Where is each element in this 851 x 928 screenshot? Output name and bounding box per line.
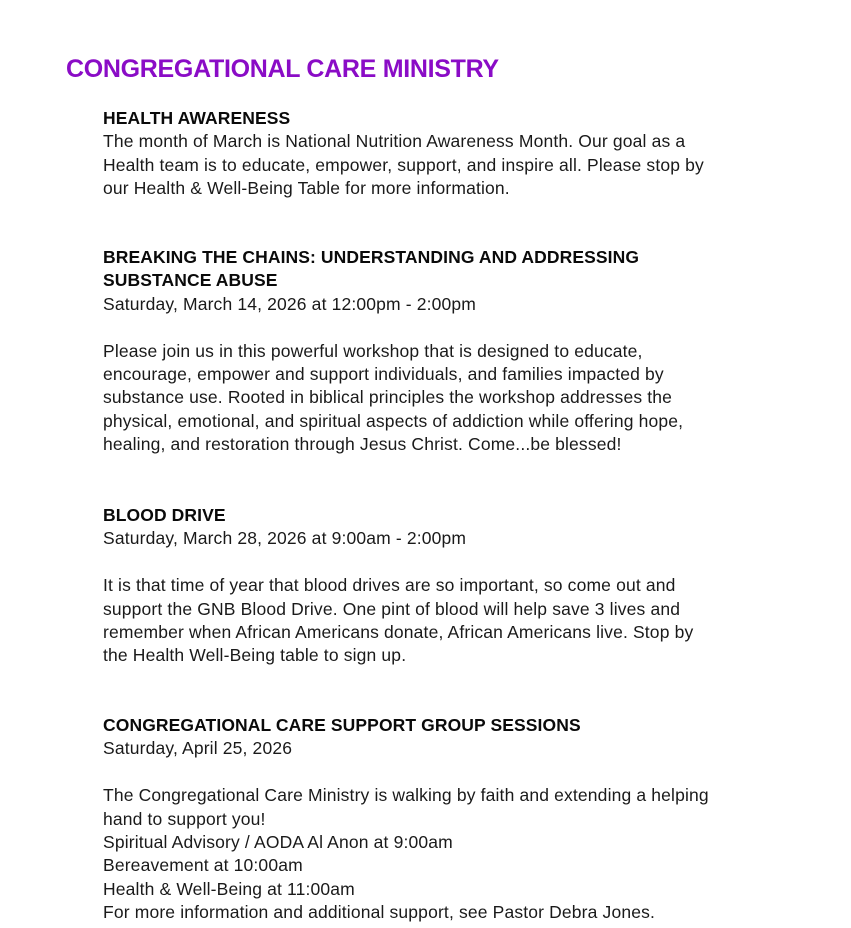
schedule-item: Health & Well-Being at 11:00am [103, 878, 355, 899]
section-heading: HEALTH AWARENESS [103, 108, 291, 128]
body-line: our Health & Well-Being Table for more information. [103, 178, 510, 199]
section-blood-drive [103, 504, 803, 668]
section-heading: BLOOD DRIVE [103, 505, 226, 525]
body-line: It is that time of year that blood drives are so important, so come out and [103, 575, 676, 596]
schedule-item: Bereavement at 10:00am [103, 855, 303, 876]
schedule-item: Spiritual Advisory / AODA Al Anon at 9:00am [103, 832, 453, 853]
contact-note: For more information and additional support, see Pastor Debra Jones. [103, 902, 656, 923]
body-line: the Health Well-Being table to sign up. [103, 645, 407, 666]
body-line: encourage, empower and support individuals, and families impacted by [103, 364, 664, 385]
event-date: Saturday, April 25, 2026 [103, 738, 293, 759]
body-line: remember when African Americans donate, African Americans live. Stop by [103, 622, 694, 643]
heading-line: SUBSTANCE ABUSE [103, 270, 278, 291]
page-title: CONGREGATIONAL CARE MINISTRY [66, 55, 499, 83]
body-line: physical, emotional, and spiritual aspects of addiction while offering hope, [103, 410, 684, 431]
body-line: Health team is to educate, empower, support, and inspire all. Please stop by [103, 154, 704, 175]
section-body [103, 340, 803, 457]
section-support-group-sessions [103, 714, 803, 925]
section-body [103, 574, 803, 668]
body-line: substance use. Rooted in biblical principles the workshop addresses the [103, 387, 673, 408]
body-line: healing, and restoration through Jesus Christ. Come...be blessed! [103, 434, 622, 455]
section-heading [103, 246, 803, 293]
event-date: Saturday, March 14, 2026 at 12:00pm - 2:00pm [103, 293, 477, 314]
body-line: The month of March is National Nutrition Awareness Month. Our goal as a [103, 131, 686, 152]
section-health-awareness [103, 107, 803, 201]
body-line: The Congregational Care Ministry is walking by faith and extending a helping [103, 785, 709, 806]
heading-line: BREAKING THE CHAINS: UNDERSTANDING AND ADDRESSING [103, 247, 640, 267]
body-line: support the GNB Blood Drive. One pint of blood will help save 3 lives and [103, 598, 681, 619]
body-line: Please join us in this powerful workshop that is designed to educate, [103, 340, 643, 361]
section-body [103, 784, 803, 924]
section-body [103, 130, 803, 200]
section-breaking-the-chains [103, 246, 803, 457]
body-line: hand to support you! [103, 808, 266, 829]
section-heading: CONGREGATIONAL CARE SUPPORT GROUP SESSIONS [103, 715, 581, 735]
event-date: Saturday, March 28, 2026 at 9:00am - 2:00pm [103, 528, 467, 549]
